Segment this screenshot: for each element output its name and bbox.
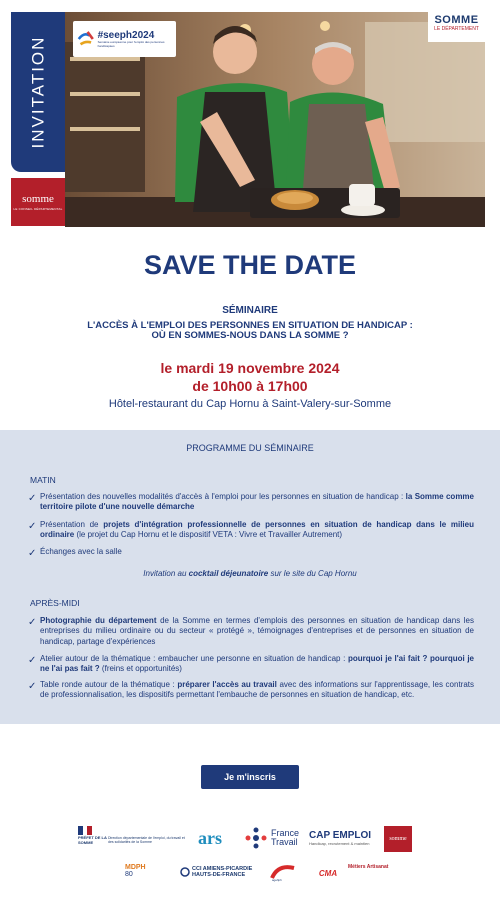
- seeph-logo: [73, 21, 176, 57]
- france-travail-line1: France: [271, 828, 300, 838]
- morning-item: ✓ Échanges avec la salle: [28, 547, 122, 559]
- france-travail-line2: Travail: [271, 837, 298, 847]
- seminar-kicker: SÉMINAIRE: [222, 305, 278, 316]
- seeph-mark-icon: [77, 29, 95, 49]
- check-icon: ✓: [28, 681, 37, 692]
- seeph-subtitle: Semaine européenne pour l'emploi des personnes handicapées: [97, 39, 165, 48]
- morning-item: ✓ Présentation des nouvelles modalités d'accès à l'emploi pour les personnes en situation de handicap : la Somme comme territoire pilote d'une nouvelle démarche: [28, 492, 474, 512]
- cci-line1: CCI AMIENS-PICARDIE: [192, 866, 253, 872]
- partner-prefet: [78, 826, 108, 845]
- save-the-date-heading: SAVE THE DATE: [143, 250, 357, 280]
- event-date: [0, 360, 500, 395]
- partner-france-travail: [244, 826, 299, 850]
- somme-logo-word: SOMME: [434, 14, 479, 26]
- partner-metiers: Métiers Artisanat: [348, 864, 389, 870]
- cci-line2: HAUTS-DE-FRANCE: [192, 872, 246, 879]
- partner-mdph: [125, 864, 146, 878]
- register-button[interactable]: Je m'inscris: [201, 765, 299, 789]
- afternoon-item: ✓ Table ronde autour de la thématique : préparer l'accès au travail avec des informations sur l'apprentissage, les contrats de professionnalisation, les dispositifs permettant l'embauche de personnes en situation de handicap, etc.: [28, 680, 475, 700]
- partner-agefiph: [268, 862, 298, 882]
- hero-banner: [0, 0, 500, 232]
- partner-cap-emploi: [309, 830, 371, 846]
- partner-cci: [180, 866, 252, 878]
- check-icon: ✓: [28, 493, 37, 504]
- morning-item: ✓ Présentation de projets d'intégration professionnelle de personnes en situation de handicap dans le milieu ordinaire (le projet du Cap Hornu et le dispositif VETA : Vivre et Travailler Autrement): [28, 520, 474, 540]
- check-icon: ✓: [28, 521, 37, 532]
- partner-somme-small: somme: [384, 826, 412, 852]
- somme-council-sub: LE CONSEIL DÉPARTEMENTAL: [13, 207, 63, 211]
- event-date-line1: le mardi 19 novembre 2024: [160, 360, 340, 376]
- programme-panel: [0, 430, 500, 724]
- seminar-heading: [0, 305, 500, 342]
- prefet-label: PRÉFET DE LA SOMME: [78, 835, 107, 845]
- agefiph-label: agefiph: [272, 878, 282, 882]
- check-icon: ✓: [28, 617, 37, 628]
- lunch-invitation: Invitation au cocktail déjeunatoire sur le site du Cap Hornu: [143, 569, 357, 578]
- seminar-title-line2: OÙ EN SOMMES-NOUS DANS LA SOMME ?: [151, 330, 349, 342]
- partner-ars: ars: [198, 828, 222, 848]
- somme-council-word: somme: [22, 193, 54, 205]
- mdph-sub: 80: [125, 871, 133, 878]
- check-icon: ✓: [28, 655, 37, 666]
- cap-emploi-label: CAP EMPLOI: [309, 830, 372, 841]
- seeph-title: #seeph2024: [97, 29, 155, 41]
- programme-title: PROGRAMME DU SÉMINAIRE: [186, 443, 314, 453]
- seminar-title-line1: L'ACCÈS À L'EMPLOI DES PERSONNES EN SITUATION DE HANDICAP :: [87, 319, 413, 331]
- france-travail-icon: [244, 826, 268, 850]
- invitation-label: INVITATION: [28, 35, 47, 149]
- cap-emploi-sub: Handicap, recrutement & maintien: [309, 841, 370, 846]
- event-date-line2: de 10h00 à 17h00: [192, 377, 308, 394]
- somme-council-logo: [11, 178, 65, 226]
- partner-cma: CMA: [318, 868, 338, 878]
- marianne-flag-icon: [78, 826, 92, 835]
- somme-departement-logo: [428, 12, 485, 42]
- somme-logo-sub: LE DÉPARTEMENT: [434, 26, 479, 32]
- invitation-band: [11, 12, 65, 172]
- partner-ddets: Direction départementale de l'emploi, du travail et des solidarités de la Somme: [108, 836, 185, 845]
- afternoon-item: ✓ Atelier autour de la thématique : embaucher une personne en situation de handicap : pourquoi je l'ai fait ? pourquoi je ne l'ai pas fait ? (freins et opportunités): [28, 654, 474, 674]
- mdph-label: MDPH: [125, 864, 146, 871]
- morning-label: MATIN: [30, 475, 56, 485]
- afternoon-item: ✓ Photographie du département de la Somme en termes d'emplois des personnes en situation de handicap dans les entreprises du milieu ordinaire ou du secteur « protégé », témoignages d'entreprises et de personnes en situation de handicap, partage d'expériences: [28, 616, 475, 646]
- afternoon-label: APRÈS-MIDI: [30, 598, 80, 608]
- event-venue: Hôtel-restaurant du Cap Hornu à Saint-Valery-sur-Somme: [108, 398, 392, 410]
- check-icon: ✓: [28, 548, 37, 559]
- cci-icon: [180, 867, 190, 877]
